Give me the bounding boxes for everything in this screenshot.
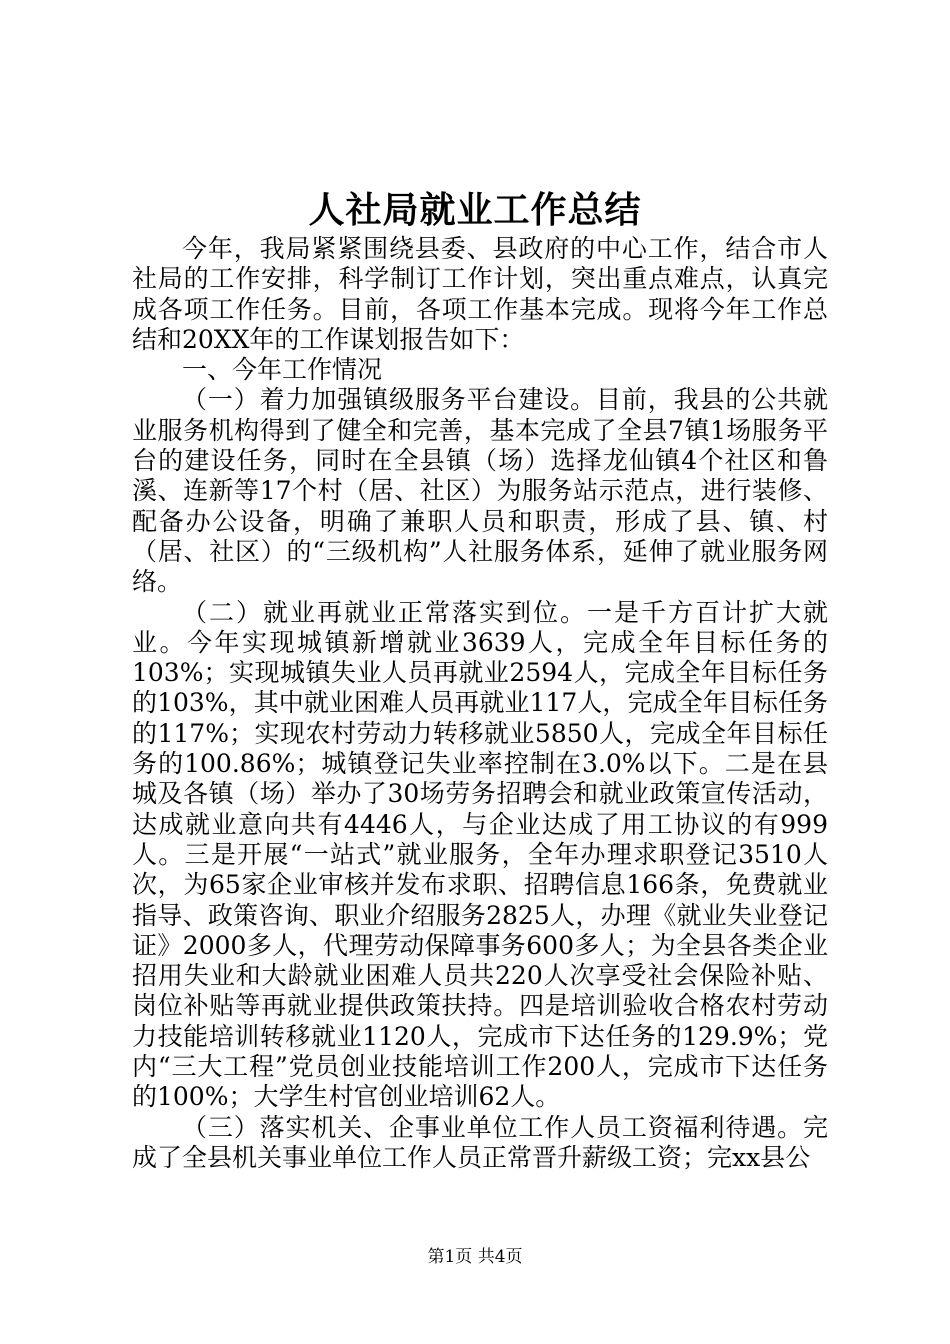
section-heading: 一、今年工作情况 <box>182 355 383 385</box>
paragraph-section-1: （一）着力加强镇级服务平台建设。目前，我县的公共就业服务机构得到了健全和完善，基本完成了全县7镇1场服务平台的建设任务，同时在全县镇（场）选择龙仙镇4个社区和鲁溪、连新等17个村（居、社区）为服务站示范点，进行装修、配备办公设备，明确了兼职人员和职责，形成了县、镇、村（居、社区）的“三级机构”人社服务体系，延伸了就业服务网络。 <box>132 385 828 597</box>
document-title: 人社局就业工作总结 <box>308 189 642 231</box>
paragraph-section-3: （三）落实机关、企事业单位工作人员工资福利待遇。完成了全县机关事业单位工作人员正常晋升薪级工资；完xx县公 <box>132 1112 828 1172</box>
page-footer: 第1页 共4页 <box>427 1247 523 1267</box>
paragraph-intro: 今年，我局紧紧围绕县委、县政府的中心工作，结合市人社局的工作安排，科学制订工作计划，突出重点难点，认真完成各项工作任务。目前，各项工作基本完成。现将今年工作总结和20XX年的工作谋划报告如下： <box>132 234 828 354</box>
document-body <box>132 234 828 1173</box>
paragraph-section-2: （二）就业再就业正常落实到位。一是千方百计扩大就业。今年实现城镇新增就业3639人，完成全年目标任务的103%；实现城镇失业人员再就业2594人，完成全年目标任务的103%，其中就业困难人员再就业117人，完成全年目标任务的117%；实现农村劳动力转移就业5850人，完成全年目标任务的100.86%；城镇登记失业率控制在3.0%以下。二是在县城及各镇（场）举办了30场劳务招聘会和就业政策宣传活动，达成就业意向共有4446人，与企业达成了用工协议的有999人。三是开展“一站式”就业服务，全年办理求职登记3510人次，为65家企业审核并发布求职、招聘信息166条，免费就业指导、政策咨询、职业介绍服务2825人，办理《就业失业登记证》2000多人，代理劳动保障事务600多人；为全县各类企业招用失业和大龄就业困难人员共220人次享受社会保险补贴、岗位补贴等再就业提供政策扶持。四是培训验收合格农村劳动力技能培训转移就业1120人，完成市下达任务的129.9%；党内“三大工程”党员创业技能培训工作200人，完成市下达任务的100%；大学生村官创业培训62人。 <box>132 597 828 1112</box>
